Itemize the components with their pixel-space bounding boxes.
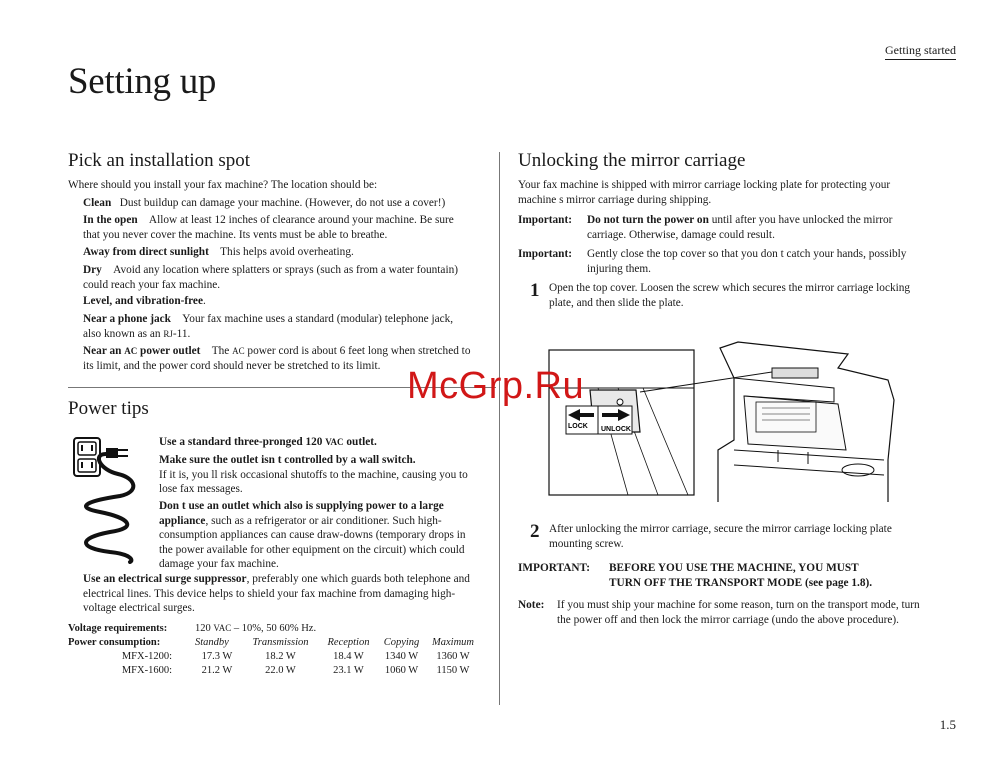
- step1-text: Open the top cover. Loosen the screw which secures the mirror carriage locking plate, and then slide the plate.: [549, 282, 911, 309]
- unlock-label: UNLOCK: [601, 426, 631, 433]
- running-header: Getting started: [885, 43, 956, 60]
- outlet-plug-icon: [70, 434, 150, 564]
- column-divider: [499, 152, 500, 705]
- item-term: In the open: [83, 214, 138, 226]
- install-item-level: [83, 294, 473, 309]
- item-text: This helps avoid overheating.: [220, 246, 354, 258]
- tip-wall-switch: Make sure the outlet isn t controlled by a wall switch. If it is, you ll risk occasional shutoffs to the machine, causing you to lose fax messages.: [159, 454, 468, 495]
- note-label: Note:: [518, 599, 545, 611]
- item-term: Level, and vibration-free: [83, 295, 203, 307]
- install-intro: Where should you install your fax machine? The location should be:: [68, 179, 378, 191]
- mirror-carriage-illustration: [548, 340, 896, 502]
- important-label: IMPORTANT:: [518, 562, 590, 574]
- important-cover-text: Gently close the top cover so that you don t catch your hands, possibly injuring them.: [587, 248, 907, 275]
- power-consumption-table: [68, 636, 478, 678]
- step-number: 2: [530, 521, 540, 542]
- tip-large-appliance: Don t use an outlet which also is supplying power to a large appliance, such as a refrigerator or air conditioner. Such high-consumption appliances can cause draw-downs (temporary drops in the power available for other equipment on the circuit) which could damage your fax machine.: [159, 500, 466, 570]
- item-term: Clean: [83, 197, 112, 209]
- tip-three-prong: Use a standard three-pronged 120 VAC outlet.: [159, 436, 377, 448]
- important-transport-text: BEFORE YOU USE THE MACHINE, YOU MUST TURN OFF THE TRANSPORT MODE (see page 1.8).: [609, 562, 873, 589]
- table-row: MFX-1600: 21.2 W 22.0 W 23.1 W 1060 W 1150 W: [121, 665, 470, 676]
- mirror-heading: Unlocking the mirror carriage: [518, 150, 746, 171]
- lock-label: LOCK: [568, 423, 588, 430]
- install-heading: Pick an installation spot: [68, 150, 251, 171]
- table-row: MFX-1200: 17.3 W 18.2 W 18.4 W 1340 W 1360 W: [121, 651, 470, 662]
- item-text: Dust buildup can damage your machine. (However, do not use a cover!): [119, 197, 446, 209]
- step-number: 1: [530, 280, 540, 301]
- note-text: If you must ship your machine for some reason, turn on the transport mode, turn the power off and then lock the mirror carriage (undo the above procedure).: [557, 599, 920, 626]
- install-item-open: [83, 213, 473, 242]
- power-heading: Power tips: [68, 398, 149, 419]
- item-term: Near an AC power outlet: [83, 345, 201, 357]
- item-text: Allow at least 12 inches of clearance around your machine. Be sure that you never cover the machine. Its vents must be able to breathe.: [83, 214, 454, 241]
- important-label: Important:: [518, 214, 572, 226]
- page-number: 1.5: [939, 717, 956, 732]
- tip-surge-suppressor: Use an electrical surge suppressor, preferably one which guards both telephone and electrical lines. This device helps to shield your fax machine from damaging high-voltage electrical surges.: [83, 573, 470, 614]
- install-item-ac-outlet: Near an AC power outlet The AC power cord is about 6 feet long when stretched to its limit, and the power cord should never be stretched to its limit.: [83, 345, 471, 372]
- item-term: Near a phone jack: [83, 313, 171, 325]
- item-text: .: [202, 295, 206, 307]
- install-item-clean: [83, 196, 473, 211]
- watermark: McGrp.Ru: [407, 365, 585, 407]
- voltage-spec: Voltage requirements: 120 VAC – 10%, 50 60% Hz.: [68, 623, 317, 634]
- page-title: Setting up: [68, 61, 217, 102]
- step2-text: After unlocking the mirror carriage, secure the mirror carriage locking plate mounting screw.: [549, 523, 892, 550]
- install-item-sunlight: [83, 245, 473, 260]
- table-header-row: Power consumption: Standby Transmission Reception Copying Maximum: [68, 637, 474, 648]
- install-item-phone-jack: Near a phone jack Your fax machine uses a standard (modular) telephone jack, also known as an RJ-11.: [83, 313, 454, 340]
- important-power-text: Do not turn the power on until after you have unlocked the mirror carriage. Otherwise, damage could result.: [587, 214, 893, 241]
- item-text: Avoid any location where splatters or sprays (such as from a water fountain) could reach your fax machine.: [83, 264, 458, 291]
- important-label: Important:: [518, 248, 572, 260]
- item-term: Dry: [83, 264, 102, 276]
- install-item-dry: [83, 263, 473, 292]
- item-term: Away from direct sunlight: [83, 246, 209, 258]
- mirror-intro: Your fax machine is shipped with mirror carriage locking plate for protecting your machine s mirror carriage during shipping.: [518, 179, 891, 206]
